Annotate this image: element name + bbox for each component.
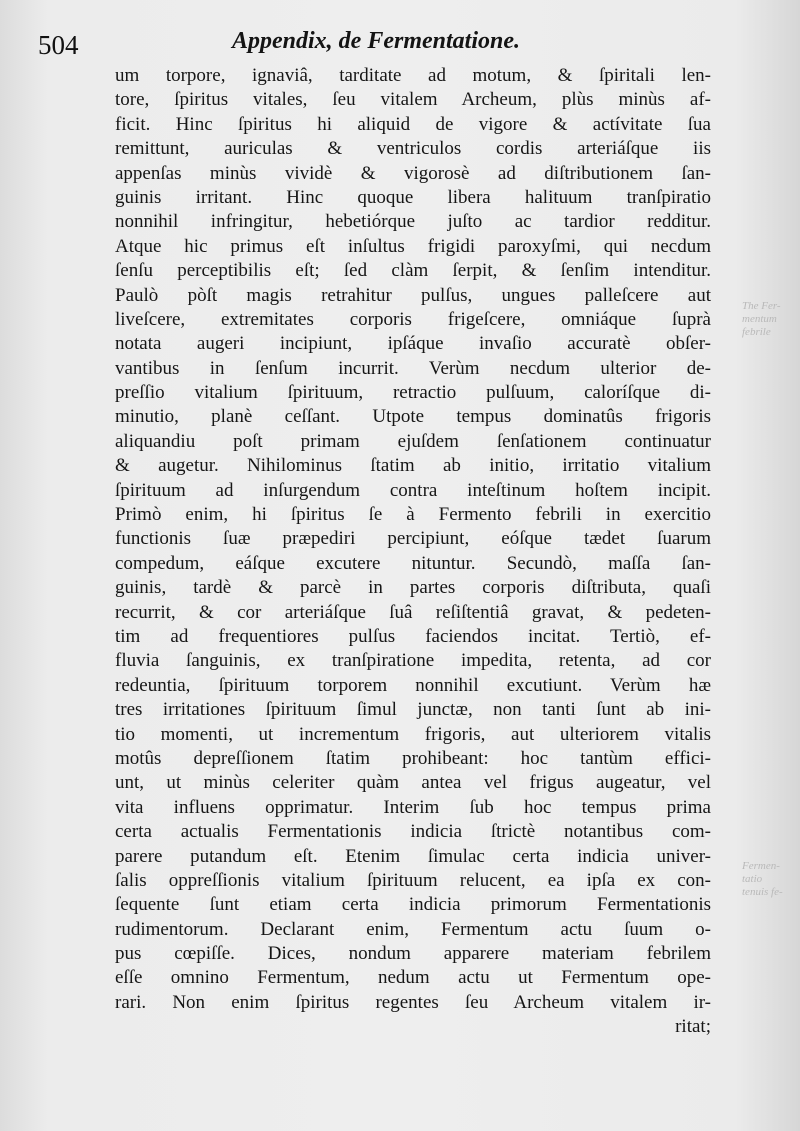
text-line: eſſe omnino Fermentum, nedum actu ut Fermentum ope- xyxy=(115,967,711,989)
text-line: motûs depreſſionem ſtatim prohibeant: hoc tantùm effici- xyxy=(115,747,711,769)
text-line: ſalis oppreſſionis vitalium ſpirituum relucent, ea ipſa ex con- xyxy=(115,869,711,891)
margin-bleed-bottom xyxy=(742,860,800,899)
text-line: remittunt, auriculas & ventriculos cordis arteriáſque iis xyxy=(115,138,711,160)
text-line: vita influens opprimatur. Interim ſub hoc tempus prima xyxy=(115,796,711,818)
margin-bleed-line: tenuis fe- xyxy=(742,886,783,898)
text-line: Primò enim, hi ſpiritus ſe à Fermento febrili in exercitio xyxy=(115,504,711,526)
text-line: rari. Non enim ſpiritus regentes ſeu Archeum vitalem ir- xyxy=(115,991,711,1013)
text-line: rudimentorum. Declarant enim, Fermentum actu ſuum o- xyxy=(115,918,711,940)
margin-bleed-line: Fermen- xyxy=(742,860,780,872)
text-line: fluvia ſanguinis, ex tranſpiratione impedita, retenta, ad cor xyxy=(115,650,711,672)
margin-bleed-line: The Fer- xyxy=(742,300,781,312)
text-line: aliquandiu poſt primam ejuſdem ſenſationem continuatur xyxy=(115,430,711,452)
text-line: ficit. Hinc ſpiritus hi aliquid de vigore & actívitate ſua xyxy=(115,113,711,135)
text-line: functionis ſuæ præpediri percipiunt, eóſque tædet ſuarum xyxy=(115,528,711,550)
text-line: vantibus in ſenſum incurrit. Verùm necdum ulterior de- xyxy=(115,357,711,379)
margin-bleed-line: febrile xyxy=(742,326,771,338)
text-line: compedum, eáſque excutere nituntur. Secundò, maſſa ſan- xyxy=(115,552,711,574)
text-line: tore, ſpiritus vitales, ſeu vitalem Archeum, plùs minùs af- xyxy=(115,89,711,111)
text-line: tio momenti, ut incrementum frigoris, aut ulteriorem vitalis xyxy=(115,723,711,745)
text-line: ſequente ſunt etiam certa indicia primorum Fermentationis xyxy=(115,894,711,916)
text-line: Paulò pòſt magis retrahitur pulſus, ungues palleſcere aut xyxy=(115,284,711,306)
text-line: redeuntia, ſpirituum torporem nonnihil excutiunt. Verùm hæ xyxy=(115,674,711,696)
text-line: ſenſu perceptibilis eſt; ſed clàm ſerpit, & ſenſim intenditur. xyxy=(115,260,711,282)
text-line: Atque hic primus eſt inſultus frigidi paroxyſmi, qui necdum xyxy=(115,235,711,257)
text-line: minutio, planè ceſſant. Utpote tempus dominatûs frigoris xyxy=(115,406,711,428)
margin-bleed-line: tatio xyxy=(742,873,763,885)
text-line: recurrit, & cor arteriáſque ſuâ reſiſtentiâ gravat, & pedeten- xyxy=(115,601,711,623)
text-line: & augetur. Nihilominus ſtatim ab initio, irritatio vitalium xyxy=(115,455,711,477)
text-line: certa actualis Fermentationis indicia ſtrictè notantibus com- xyxy=(115,821,711,843)
text-line: tim ad frequentiores pulſus faciendos incitat. Tertiò, ef- xyxy=(115,625,711,647)
margin-bleed-top xyxy=(742,300,800,339)
text-line: pus cœpiſſe. Dices, nondum apparere materiam febrilem xyxy=(115,943,711,965)
text-line: nonnihil infringitur, hebetiórque juſto ac tardior redditur. xyxy=(115,211,711,233)
text-line: um torpore, ignaviâ, tarditate ad motum, & ſpiritali len- xyxy=(115,65,711,86)
text-line: appenſas minùs vividè & vigorosè ad diſtributionem ſan- xyxy=(115,162,711,184)
page-number: 504 xyxy=(38,30,79,60)
text-line: preſſio vitalium ſpirituum, retractio pulſuum, caloríſque di- xyxy=(115,382,711,404)
text-line: parere putandum eſt. Etenim ſimulac certa indicia univer- xyxy=(115,845,711,867)
text-line: tres irritationes ſpirituum ſimul junctæ, non tanti ſunt ab ini- xyxy=(115,699,711,721)
text-line: unt, ut minùs celeriter quàm antea vel frigus augeatur, vel xyxy=(115,772,711,794)
body-text xyxy=(115,64,711,1040)
text-line: guinis irritant. Hinc quoque libera halituum tranſpiratio xyxy=(115,186,711,208)
text-line: liveſcere, extremitates corporis frigeſcere, omniáque ſuprà xyxy=(115,308,711,330)
text-line: ritat; xyxy=(675,1016,711,1038)
text-line: ſpirituum ad inſurgendum contra inteſtinum hoſtem incipit. xyxy=(115,479,711,501)
running-title: Appendix, de Fermentatione. xyxy=(232,28,520,54)
page-header xyxy=(0,26,800,62)
margin-bleed-line: mentum xyxy=(742,313,777,325)
text-line: notata augeri incipiunt, ipſáque invaſio accuratè obſer- xyxy=(115,333,711,355)
text-line: guinis, tardè & parcè in partes corporis diſtributa, quaſi xyxy=(115,577,711,599)
